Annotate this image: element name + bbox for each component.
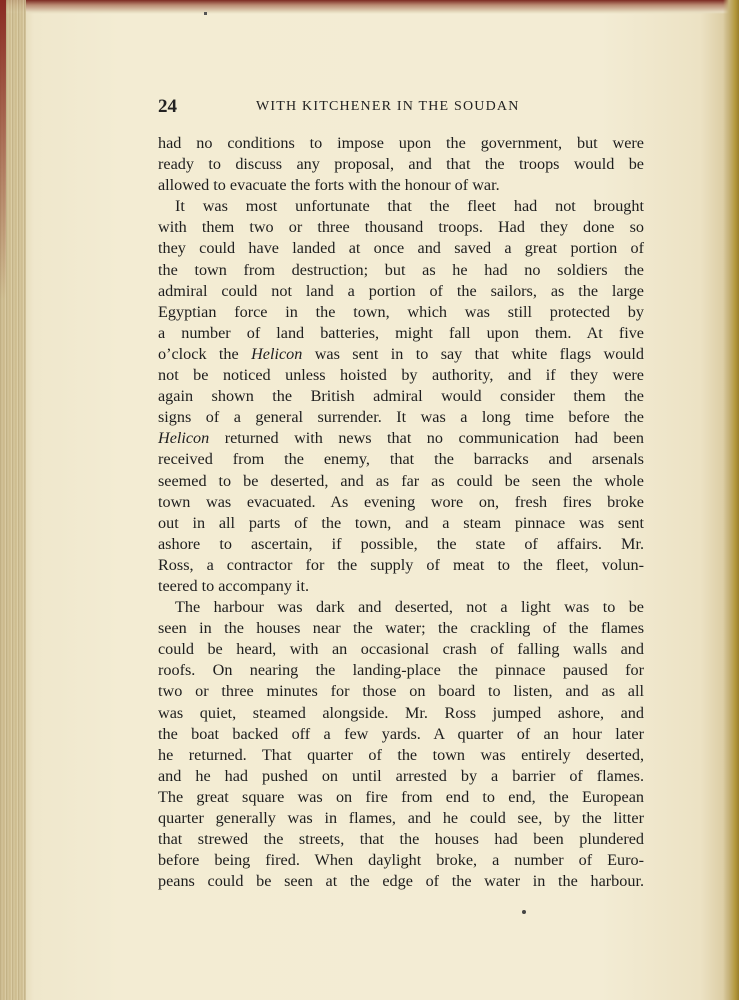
text-segment: a number of land batteries, might fall upon them. At five (158, 323, 644, 342)
text-line (158, 787, 644, 808)
text-segment: peans could be seen at the edge of the water in the harbour. (158, 872, 644, 891)
text-segment: The great square was on fire from end to end, the European (158, 787, 644, 806)
text-segment: had no conditions to impose upon the government, but were (158, 134, 644, 152)
text-segment: again shown the British admiral would consider them the (158, 387, 644, 406)
text-line (158, 386, 644, 407)
text-line (158, 407, 644, 428)
print-mark (204, 12, 207, 15)
text-line (158, 660, 644, 681)
text-segment: o’clock the (158, 344, 252, 363)
text-segment: town was evacuated. As evening wore on, fresh fires broke (158, 492, 644, 511)
text-line (158, 428, 644, 449)
text-segment: It was most unfortunate that the fleet had not brought (175, 197, 644, 216)
text-line (158, 154, 644, 175)
text-line (158, 766, 644, 787)
text-line (158, 175, 644, 196)
text-segment: signs of a general surrender. It was a long time before the (158, 408, 644, 427)
text-segment: quarter generally was in flames, and he could see, by the litter (158, 809, 644, 827)
text-segment: the town from destruction; but as he had no soldiers the (158, 260, 644, 279)
text-line (158, 365, 644, 386)
text-segment: ready to discuss any proposal, and that the troops would be (158, 155, 644, 174)
text-line (158, 703, 644, 724)
text-line (158, 133, 644, 154)
text-segment: could be heard, with an occasional crash of falling walls and (158, 640, 644, 659)
italic-ship-name: Helicon (158, 429, 210, 448)
text-line (158, 534, 644, 555)
text-line (158, 829, 644, 850)
text-segment: seen in the houses near the water; the crackling of the flames (158, 619, 644, 638)
italic-ship-name: Helicon (251, 344, 303, 363)
text-line (158, 302, 644, 323)
text-segment: before being fired. When daylight broke, a number of Euro- (158, 851, 644, 870)
binding-red-edge (0, 0, 6, 300)
text-line (158, 238, 644, 259)
text-line (158, 513, 644, 534)
text-line (158, 196, 644, 217)
page-right-edge (723, 0, 739, 1000)
text-segment: he returned. That quarter of the town was entirely deserted, (158, 745, 644, 764)
text-line (158, 260, 644, 281)
text-segment: not be noticed unless hoisted by authority, and if they were (158, 366, 644, 385)
text-segment: received from the enemy, that the barracks and arsenals (158, 450, 644, 469)
text-segment: allowed to evacuate the forts with the honour of war. (158, 176, 500, 195)
text-line (158, 576, 644, 597)
text-line (158, 871, 644, 892)
text-line (158, 808, 644, 829)
text-line (158, 323, 644, 344)
text-line (158, 681, 644, 702)
text-line (158, 492, 644, 513)
text-line (158, 618, 644, 639)
text-line (158, 471, 644, 492)
text-segment: admiral could not land a portion of the sailors, as the large (158, 281, 644, 300)
text-line (158, 724, 644, 745)
text-line (158, 344, 644, 365)
text-segment: was quiet, steamed alongside. Mr. Ross jumped ashore, and (158, 703, 644, 722)
text-segment: roofs. On nearing the landing-place the pinnace paused for (158, 661, 644, 680)
text-line (158, 597, 644, 618)
body-text (158, 133, 644, 892)
text-segment: the boat backed off a few yards. A quarter of an hour later (158, 724, 644, 743)
text-segment: Egyptian force in the town, which was still protected by (158, 302, 644, 321)
text-line (158, 281, 644, 302)
text-segment: and he had pushed on until arrested by a barrier of flames. (158, 766, 644, 785)
text-segment: that strewed the streets, that the houses had been plundered (158, 830, 644, 849)
text-segment: out in all parts of the town, and a steam pinnace was sent (158, 513, 644, 532)
page-header (158, 96, 646, 120)
text-line (158, 745, 644, 766)
text-segment: ashore to ascertain, if possible, the state of affairs. Mr. (158, 534, 644, 553)
text-segment: returned with news that no communication had been (209, 429, 644, 448)
text-segment: they could have landed at once and saved a great portion of (158, 239, 644, 258)
text-segment: with them two or three thousand troops. Had they done so (158, 218, 644, 237)
text-line (158, 555, 644, 576)
text-segment: seemed to be deserted, and as far as could be seen the whole (158, 471, 644, 490)
text-line (158, 639, 644, 660)
text-segment: teered to accompany it. (158, 576, 310, 595)
running-head: WITH KITCHENER IN THE SOUDAN (256, 99, 520, 114)
text-line (158, 850, 644, 871)
text-line (158, 449, 644, 470)
text-segment: Ross, a contractor for the supply of meat to the fleet, volun- (158, 555, 644, 574)
text-segment: The harbour was dark and deserted, not a light was to be (175, 598, 644, 617)
text-segment: two or three minutes for those on board to listen, and as all (158, 682, 644, 701)
print-speck (522, 910, 526, 914)
page-top-edge (0, 0, 739, 14)
page-number: 24 (158, 96, 177, 117)
text-line (158, 217, 644, 238)
text-segment: was sent in to say that white flags would (302, 344, 644, 363)
